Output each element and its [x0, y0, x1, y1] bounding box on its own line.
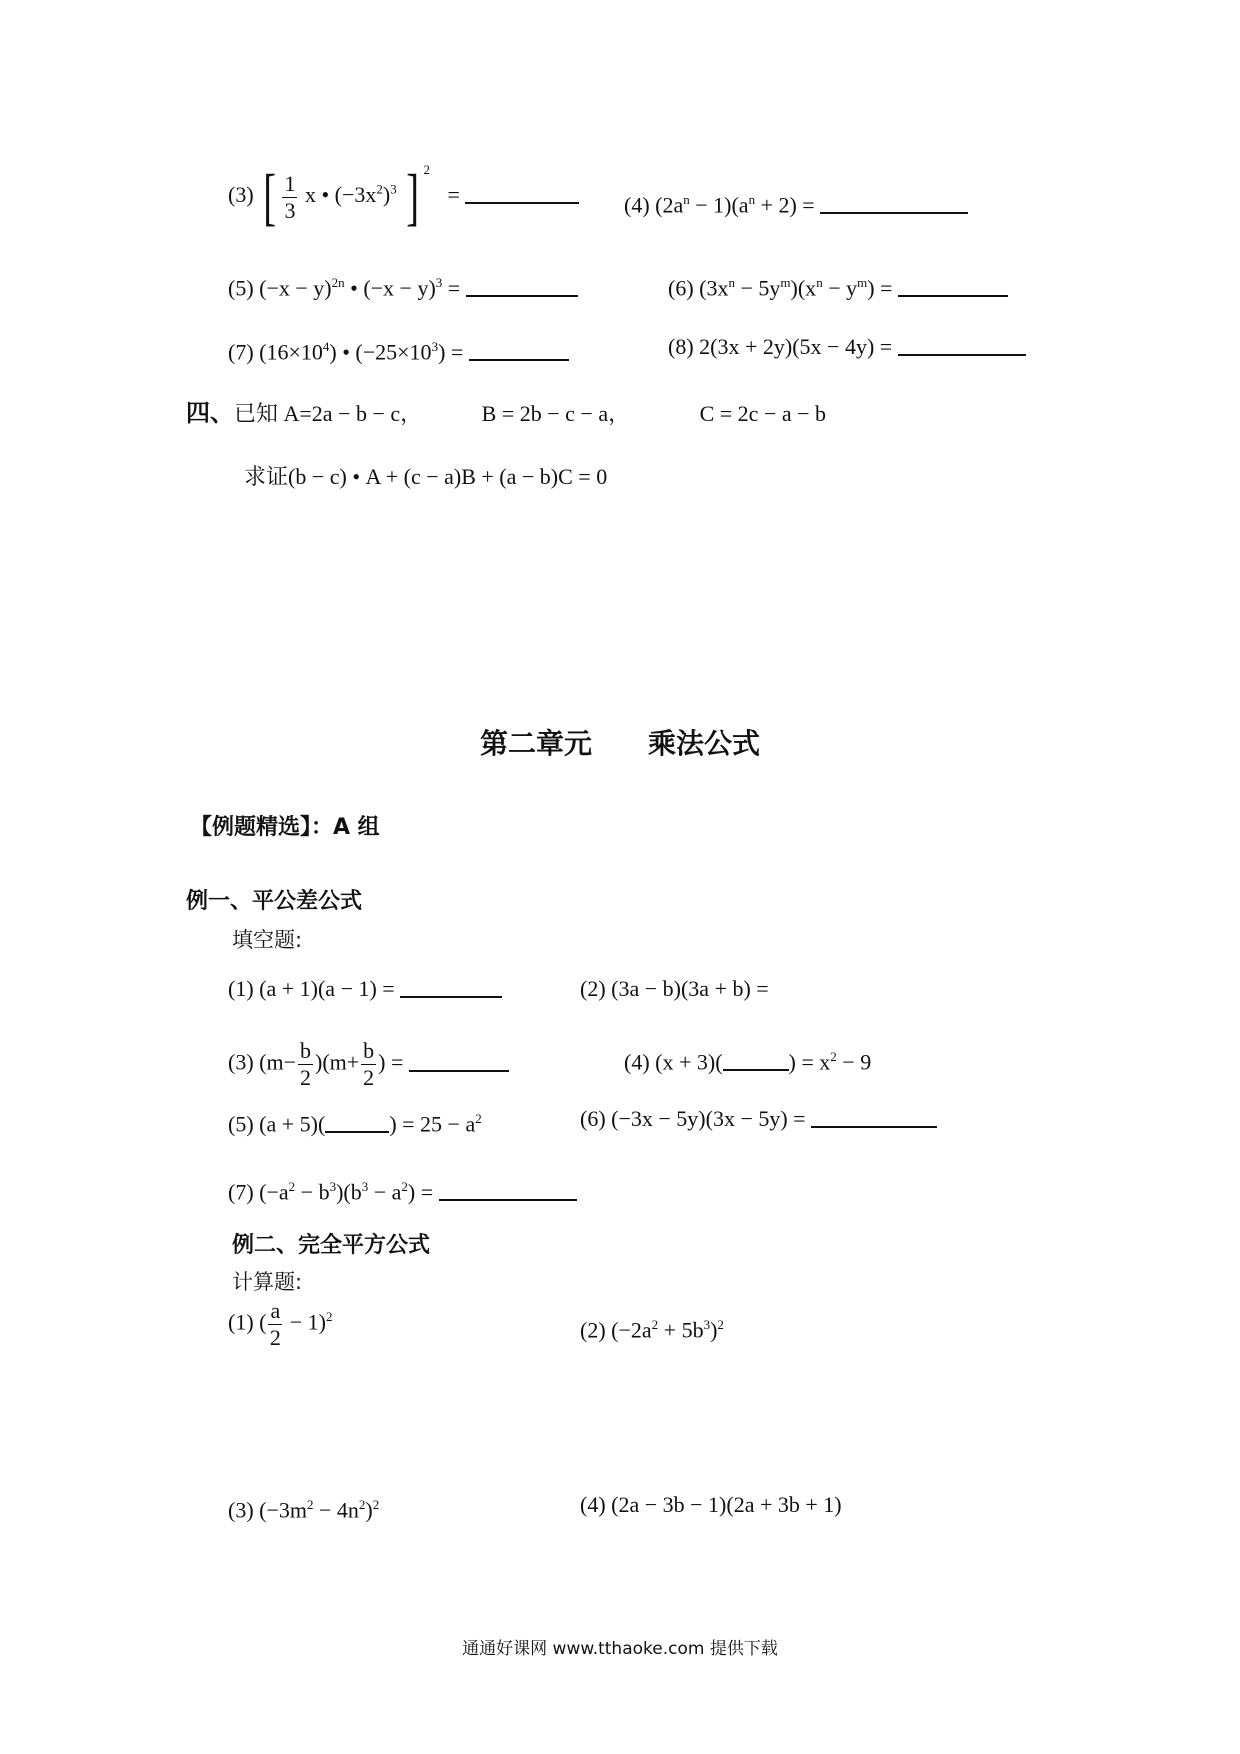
answer-blank[interactable]: [400, 974, 502, 998]
fraction: $\frac{b}{2}$: [300, 1038, 311, 1090]
ex2-q2: (2) $(-2a^2 + 5b^3)^2$: [580, 1317, 724, 1343]
example2-sub: 计算题:: [232, 1270, 303, 1294]
part4-given: 四、已知 A=2a − b − c， B = 2b − c − a， C = 2c − a − b: [186, 399, 827, 427]
example1-heading: 例一、平公差公式: [186, 889, 363, 914]
fraction: $\frac{a}{2}$: [269, 1298, 281, 1350]
page-footer: 通通好课网 www.tthaoke.com 提供下载: [462, 1639, 778, 1659]
answer-blank[interactable]: [820, 190, 968, 214]
example-header: 【例题精选】：A 组: [190, 815, 380, 840]
ex2-q4: (4) (2a − 3b − 1)(2a + 3b + 1): [580, 1492, 842, 1517]
ex1-q4: (4) (x + 3)( ) = $x^2 - 9$: [624, 1049, 872, 1075]
problem-3: (3) [ $\frac{1}{3}$ x • $(-3x^2)^3$ ] $^2$ =: [228, 165, 579, 229]
example1-sub: 填空题:: [232, 928, 303, 952]
left-bracket: [: [263, 161, 277, 232]
problem-4: (4) $(2a^n - 1)(a^n + 2)$ =: [624, 185, 968, 220]
answer-blank[interactable]: [723, 1047, 789, 1071]
answer-blank[interactable]: [898, 273, 1008, 297]
answer-blank[interactable]: [465, 180, 579, 204]
answer-blank[interactable]: [811, 1104, 937, 1128]
ex1-q5: (5) (a + 5)( ) = $25 - a^2$: [228, 1111, 482, 1137]
ex1-q7: (7) $(-a^2 - b^3)(b^3 - a^2)$ =: [228, 1172, 577, 1207]
right-bracket: ]: [406, 161, 420, 232]
ex1-q3: (3) (m− $\frac{b}{2}$ )(m+ $\frac{b}{2}$ ) =: [228, 1040, 509, 1089]
problem-6: (6) $(3x^n - 5y^m)(x^n - y^m)$ =: [668, 268, 1008, 303]
ex2-q1: (1) ( $\frac{a}{2}$ − 1)$^2$: [228, 1298, 333, 1350]
answer-blank[interactable]: [469, 337, 569, 361]
answer-blank[interactable]: [466, 273, 578, 297]
chapter-title: 第二章元 乘法公式: [479, 727, 760, 760]
fraction: $\frac{1}{3}$: [284, 170, 296, 223]
part4-prove: 求证(b − c) • A + (c − a)B + (a − b)C = 0: [244, 464, 608, 490]
ex2-q3: (3) $(-3m^2 - 4n^2)^2$: [228, 1497, 380, 1523]
ex1-q1: (1) (a + 1)(a − 1) =: [228, 974, 502, 1004]
problem-8: (8) 2(3x + 2y)(5x − 4y) =: [668, 332, 1026, 362]
problem-5: (5) $(-x - y)^{2n}$ • $(-x - y)^3$ =: [228, 268, 578, 303]
answer-blank[interactable]: [325, 1109, 389, 1133]
answer-blank[interactable]: [439, 1177, 577, 1201]
fraction: $\frac{b}{2}$: [363, 1038, 375, 1090]
problem-7: (7) $(16\times 10^4)$ • $(-25\times 10^3)$ =: [228, 332, 569, 367]
example2-heading: 例二、完全平方公式: [232, 1233, 431, 1258]
answer-blank[interactable]: [898, 332, 1026, 356]
ex1-q2: (2) (3a − b)(3a + b) =: [580, 976, 769, 1001]
answer-blank[interactable]: [409, 1048, 509, 1072]
ex1-q6: (6) (−3x − 5y)(3x − 5y) =: [580, 1104, 937, 1134]
